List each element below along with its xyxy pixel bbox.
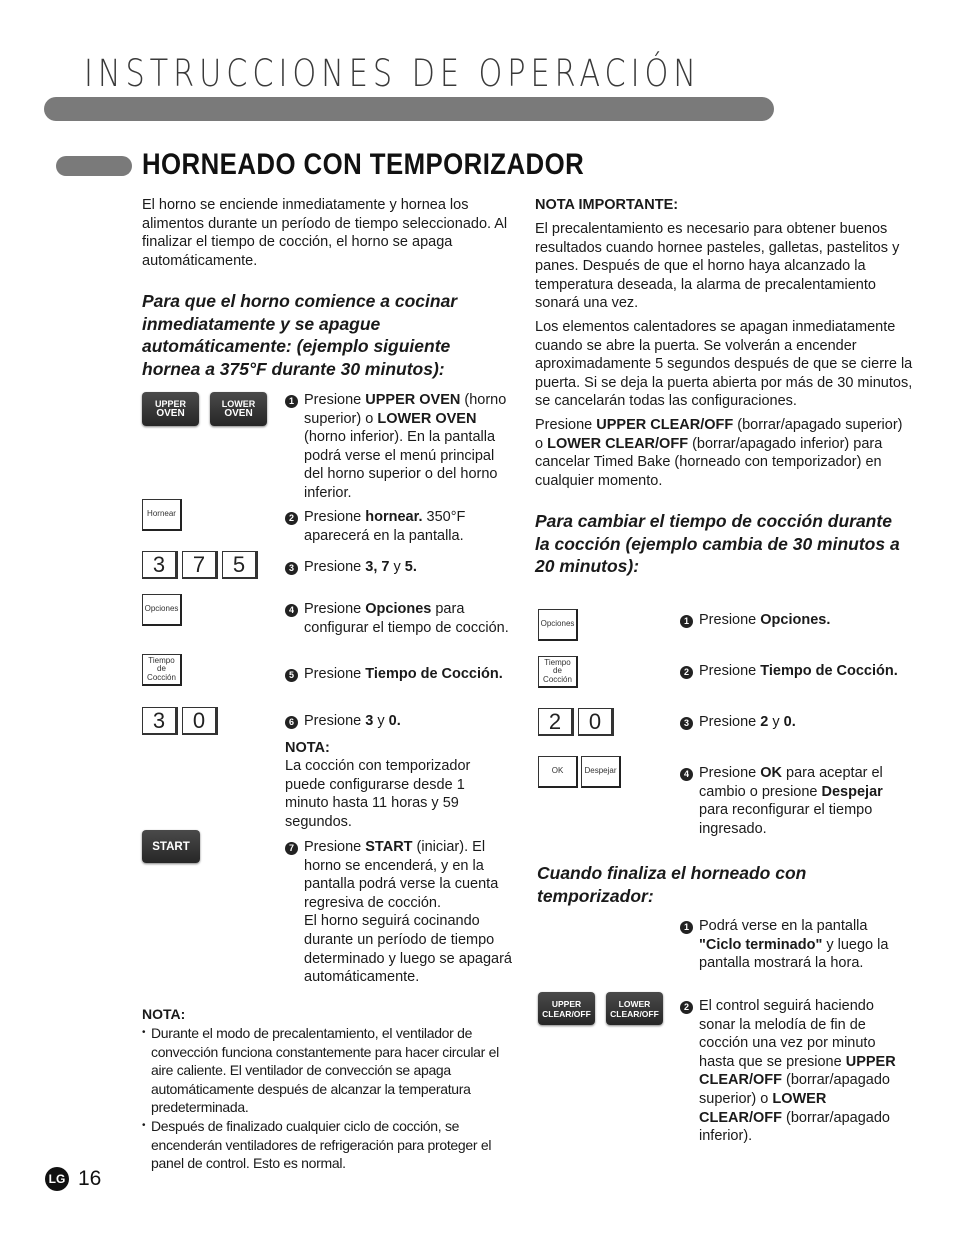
end-subheading: Cuando finaliza el horneado con temporizador: [537, 863, 807, 906]
left-step-4: Presione Opciones para configurar el tiempo de cocción. [304, 601, 509, 636]
button-label: Opciones [144, 604, 179, 614]
button-label-line: CLEAR/OFF [610, 1008, 659, 1019]
left-step-5: Presione Tiempo de Cocción. [304, 666, 503, 682]
header-bar [44, 97, 774, 121]
page-header-title: INSTRUCCIONES DE OPERACIÓN [84, 52, 701, 95]
right-step-1: Presione Opciones. [699, 612, 831, 628]
lg-logo-icon: LG [45, 1167, 69, 1191]
step-number: 4 [680, 768, 693, 781]
button-label-line: OVEN [224, 408, 253, 419]
list-item [142, 1024, 518, 1117]
step6-note-label: NOTA: [285, 740, 330, 756]
step-number: 1 [680, 615, 693, 628]
lower-oven-button[interactable] [210, 392, 267, 426]
button-label-line: de [157, 664, 166, 674]
list-item [142, 1117, 518, 1173]
section-title: HORNEADO CON TEMPORIZADOR [142, 148, 585, 181]
button-label: OK [551, 766, 564, 776]
step-number: 2 [680, 1001, 693, 1014]
important-p2: Los elementos calentadores se apagan inmediatamente cuando se abre la puerta. Se volverán a encender aproximadamente 5 segundos después de que se cierre la puerta. Si se deja la puerta abierta por más de 30 minutos, se cancelarán todas las configuraciones. [535, 319, 913, 410]
step-number: 4 [285, 604, 298, 617]
step-number: 2 [285, 512, 298, 525]
button-label-line: de [553, 666, 562, 676]
button-label-line: Cocción [147, 672, 176, 682]
hornear-button[interactable] [142, 499, 182, 531]
start-button[interactable] [142, 830, 200, 863]
button-label-line: Tiempo [148, 655, 175, 665]
button-label-line: OVEN [156, 408, 185, 419]
important-p3: Presione UPPER CLEAR/OFF (borrar/apagado superior) o LOWER CLEAR/OFF (borrar/apagado inferior) para cancelar Timed Bake (horneado con temporizador) en cualquier momento. [535, 417, 903, 489]
left-step-7: Presione START (iniciar). El horno se encenderá, y en la pantalla podrá verse la cuenta regresiva de cocción. El horno seguirá cocinando durante un período de tiempo determinado y luego se apagará automáticamente. [304, 839, 512, 986]
step-number: 6 [285, 716, 298, 729]
step-number: 7 [285, 842, 298, 855]
intro-text: El horno se enciende inmediatamente y hornea los alimentos durante un período de tiempo seleccionado. Al finalizar el tiempo de cocción, el horno se apaga automáticamente. [142, 197, 508, 269]
digit-2-key[interactable]: 2 [538, 708, 574, 736]
tiempo-coccion-button[interactable] [142, 654, 182, 686]
important-label: NOTA IMPORTANTE: [535, 197, 679, 213]
right-step-4: Presione OK para aceptar el cambio o presione Despejar para reconfigurar el tiempo ingresado. [699, 765, 883, 837]
digit-3-key[interactable]: 3 [142, 707, 178, 735]
digit-7-key[interactable]: 7 [182, 551, 218, 579]
right-step-3: Presione 2 y 0. [699, 714, 796, 730]
despejar-button[interactable] [581, 756, 621, 788]
step-number: 1 [680, 921, 693, 934]
end-step-2: El control seguirá haciendo sonar la melodía de fin de cocción una vez por minuto hasta que se presione UPPER CLEAR/OFF (borrar/apagado superior) o LOWER CLEAR/OFF (borrar/apagado inferior). [699, 998, 896, 1145]
bullet: • [142, 1027, 146, 1038]
step-number: 2 [680, 666, 693, 679]
section-marker [56, 156, 132, 176]
left-step-3: Presione 3, 7 y 5. [304, 559, 417, 575]
button-label: Despejar [584, 766, 617, 776]
opciones-button[interactable] [538, 609, 578, 641]
digit-0-key[interactable]: 0 [182, 707, 218, 735]
right-subheading: Para cambiar el tiempo de cocción durante la cocción (ejemplo cambia de 30 minutos a 20 minutos): [535, 511, 900, 576]
digit-0-key[interactable]: 0 [578, 708, 614, 736]
upper-clear-off-button[interactable] [538, 992, 595, 1025]
step-number: 3 [285, 562, 298, 575]
note-item-text: Durante el modo de precalentamiento, el ventilador de convección funciona constantemente para hacer circular el aire caliente. El ventilador de convección se apaga automáticamente después de alcanzar la temperatura predeterminada. [151, 1025, 499, 1116]
button-label: Hornear [147, 509, 176, 519]
step6-note-text: La cocción con temporizador puede configurarse desde 1 minuto hasta 11 horas y 59 segundos. [285, 758, 471, 830]
digit-3-key[interactable]: 3 [142, 551, 178, 579]
left-step-2: Presione hornear. 350°F aparecerá en la pantalla. [304, 509, 466, 544]
tiempo-coccion-button[interactable] [538, 656, 578, 688]
button-label-line: LOWER [618, 998, 651, 1009]
page-number: 16 [78, 1167, 102, 1190]
upper-oven-button[interactable] [142, 392, 199, 426]
button-label-line: Cocción [543, 674, 572, 684]
end-step-1: Podrá verse en la pantalla "Ciclo terminado" y luego la pantalla mostrará la hora. [699, 918, 889, 972]
digit-5-key[interactable]: 5 [222, 551, 258, 579]
button-label-line: Tiempo [544, 657, 571, 667]
opciones-button[interactable] [142, 594, 182, 626]
important-p1: El precalentamiento es necesario para obtener buenos resultados cuando hornee pasteles, galletas, pastelitos y panes. Después de que el horno haya alcanzado la temperatura deseada, la alarma de precalentamiento sonará una vez. [535, 221, 900, 312]
right-step-2: Presione Tiempo de Cocción. [699, 663, 898, 679]
bottom-note-list [142, 1024, 518, 1173]
bullet: • [142, 1119, 146, 1131]
bottom-note-label: NOTA: [142, 1006, 186, 1022]
button-label: Opciones [540, 619, 575, 629]
left-step-6: Presione 3 y 0. [304, 713, 401, 729]
step-number: 5 [285, 669, 298, 682]
step-number: 1 [285, 395, 298, 408]
button-label: START [152, 840, 190, 853]
button-label-line: UPPER [551, 998, 582, 1009]
ok-button[interactable] [538, 756, 578, 788]
left-step-1: Presione UPPER OVEN (horno superior) o LOWER OVEN (horno inferior). En la pantalla podrá verse el menú principal del horno superior o del horno inferior. [304, 392, 507, 501]
step-number: 3 [680, 717, 693, 730]
button-label-line: CLEAR/OFF [542, 1008, 591, 1019]
lower-clear-off-button[interactable] [606, 992, 663, 1025]
button-label-line: UPPER [154, 399, 186, 409]
left-subheading: Para que el horno comience a cocinar inmediatamente y se apague automáticamente: (ejemplo siguiente hornea a 375°F durante 30 minutos): [142, 291, 458, 379]
note-item-text: Después de finalizado cualquier ciclo de cocción, se encenderán ventiladores de refrigeración para proteger el panel de control. Esto es normal. [151, 1117, 492, 1172]
button-label-line: LOWER [221, 399, 256, 409]
